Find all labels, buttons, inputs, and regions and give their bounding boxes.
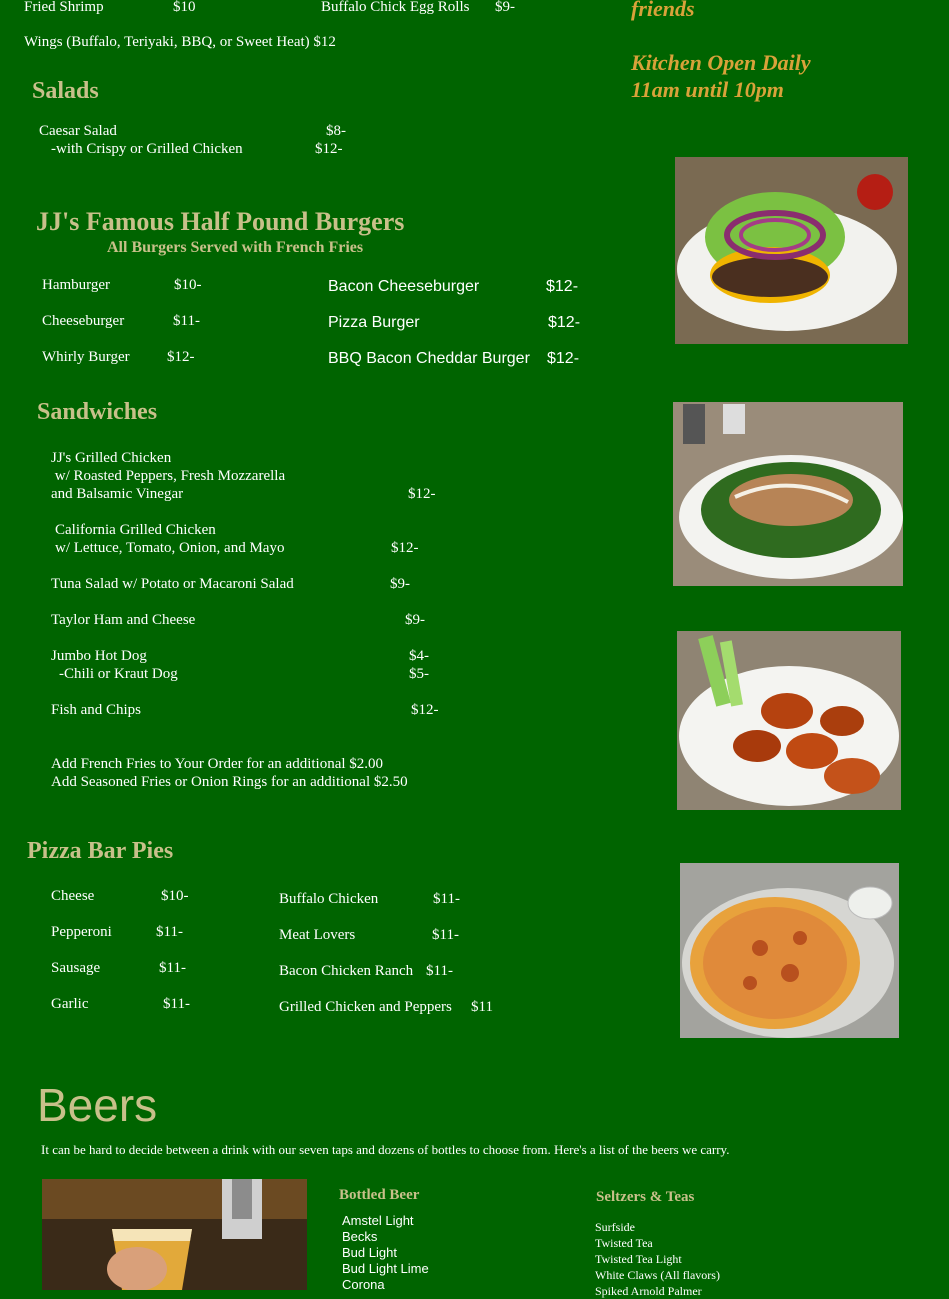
beer-item: Becks <box>342 1229 378 1244</box>
menu-item-sausage-pizza: Sausage <box>51 960 101 976</box>
menu-item-jj-grilled-chicken: JJ's Grilled Chicken <box>51 450 172 466</box>
beer-item: Amstel Light <box>342 1213 414 1228</box>
menu-item-whirly-burger: Whirly Burger <box>42 349 130 365</box>
beers-heading: Beers <box>37 1079 158 1131</box>
menu-item-buffalo-chicken-pizza: Buffalo Chicken <box>279 891 379 907</box>
menu-price: $12- <box>408 486 436 502</box>
seltzers-heading: Seltzers & Teas <box>596 1189 695 1205</box>
menu-item-description: w/ Lettuce, Tomato, Onion, and Mayo <box>55 540 285 556</box>
burger-photo <box>675 157 908 344</box>
menu-item-pizza-burger: Pizza Burger <box>328 314 420 331</box>
menu-item-description: and Balsamic Vinegar <box>51 486 184 502</box>
beer-item: Bud Light <box>342 1245 397 1260</box>
seltzer-item: Surfside <box>595 1220 635 1234</box>
burgers-heading: JJ's Famous Half Pound Burgers <box>36 207 405 236</box>
sandwiches-heading: Sandwiches <box>37 399 158 425</box>
beer-item: Corona <box>342 1277 385 1292</box>
pizza-heading: Pizza Bar Pies <box>27 838 174 864</box>
seltzer-item: White Claws (All flavors) <box>595 1268 720 1282</box>
menu-item-description: w/ Roasted Peppers, Fresh Mozzarella <box>51 468 286 484</box>
menu-item-hot-dog: Jumbo Hot Dog <box>51 648 147 664</box>
friends-text: friends <box>631 0 695 21</box>
menu-price: $11- <box>433 891 460 907</box>
menu-price: $10- <box>174 277 202 293</box>
menu-item-taylor-ham: Taylor Ham and Cheese <box>51 612 196 628</box>
beers-intro: It can be hard to decide between a drink with our seven taps and dozens of bottles to choose from. Here's a list of the beers we carry. <box>41 1142 730 1157</box>
menu-item-pepperoni-pizza: Pepperoni <box>51 924 112 940</box>
salad-photo <box>673 402 903 586</box>
menu-item-chili-dog: -Chili or Kraut Dog <box>59 666 178 682</box>
seltzers-list <box>595 1219 720 1299</box>
menu-item-bacon-cheeseburger: Bacon Cheeseburger <box>328 278 480 295</box>
menu-item-bacon-ranch-pizza: Bacon Chicken Ranch <box>279 963 414 979</box>
menu-price: $12- <box>315 141 343 157</box>
menu-price: $5- <box>409 666 429 682</box>
menu-price: $11- <box>163 996 190 1012</box>
menu-item-fish-chips: Fish and Chips <box>51 702 142 718</box>
menu-item-garlic-pizza: Garlic <box>51 996 89 1012</box>
menu-price: $4- <box>409 648 429 664</box>
wings-photo <box>677 631 901 810</box>
menu-price: $11 <box>471 999 493 1015</box>
menu-price: $12- <box>547 350 580 367</box>
seltzer-item: Twisted Tea Light <box>595 1252 682 1266</box>
menu-price: $9- <box>390 576 410 592</box>
beer-tap-photo <box>42 1179 307 1290</box>
kitchen-hours-line1: Kitchen Open Daily <box>631 50 811 75</box>
menu-item-caesar-chicken: -with Crispy or Grilled Chicken <box>51 141 243 157</box>
menu-item-meat-lovers-pizza: Meat Lovers <box>279 927 356 943</box>
menu-price: $11- <box>159 960 186 976</box>
menu-price: $12- <box>167 349 195 365</box>
menu-price: $11- <box>173 313 200 329</box>
menu-price: $10 <box>173 0 196 15</box>
menu-price: $11- <box>156 924 183 940</box>
burgers-subtitle: All Burgers Served with French Fries <box>107 239 364 256</box>
salads-heading: Salads <box>32 78 99 104</box>
menu-item-cheese-pizza: Cheese <box>51 888 95 904</box>
menu-item-buffalo-rolls: Buffalo Chick Egg Rolls <box>321 0 470 15</box>
seltzer-item: Spiked Arnold Palmer <box>595 1284 702 1298</box>
menu-item-cheeseburger: Cheeseburger <box>42 313 125 329</box>
menu-price: $10- <box>161 888 189 904</box>
seltzer-item: Twisted Tea <box>595 1236 653 1250</box>
menu-item-grilled-chicken-pizza: Grilled Chicken and Peppers <box>279 999 452 1015</box>
kitchen-hours-line2: 11am until 10pm <box>631 77 784 102</box>
menu-item-wings: Wings (Buffalo, Teriyaki, BBQ, or Sweet Heat) $12 <box>24 34 336 50</box>
beer-item: Bud Light Lime <box>342 1261 429 1276</box>
menu-item-fried-shrimp: Fried Shrimp <box>24 0 104 15</box>
bottled-beer-heading: Bottled Beer <box>339 1187 420 1203</box>
menu-price: $11- <box>426 963 453 979</box>
menu-price: $12- <box>411 702 439 718</box>
pizza-photo <box>680 863 899 1038</box>
bottled-beer-list <box>342 1213 429 1293</box>
menu-price: $9- <box>495 0 515 15</box>
menu-price: $12- <box>548 314 581 331</box>
menu-item-hamburger: Hamburger <box>42 277 111 293</box>
menu-item-california-chicken: California Grilled Chicken <box>55 522 216 538</box>
menu-item-caesar: Caesar Salad <box>39 123 117 139</box>
menu-price: $12- <box>546 278 579 295</box>
menu-price: $8- <box>326 123 346 139</box>
menu-price: $12- <box>391 540 419 556</box>
addon-onion-rings: Add Seasoned Fries or Onion Rings for an additional $2.50 <box>51 774 408 790</box>
addon-fries: Add French Fries to Your Order for an additional $2.00 <box>51 756 384 772</box>
menu-price: $11- <box>432 927 459 943</box>
menu-price: $9- <box>405 612 425 628</box>
menu-item-bbq-bacon-burger: BBQ Bacon Cheddar Burger <box>328 350 530 367</box>
menu-item-tuna-salad: Tuna Salad w/ Potato or Macaroni Salad <box>51 576 294 592</box>
